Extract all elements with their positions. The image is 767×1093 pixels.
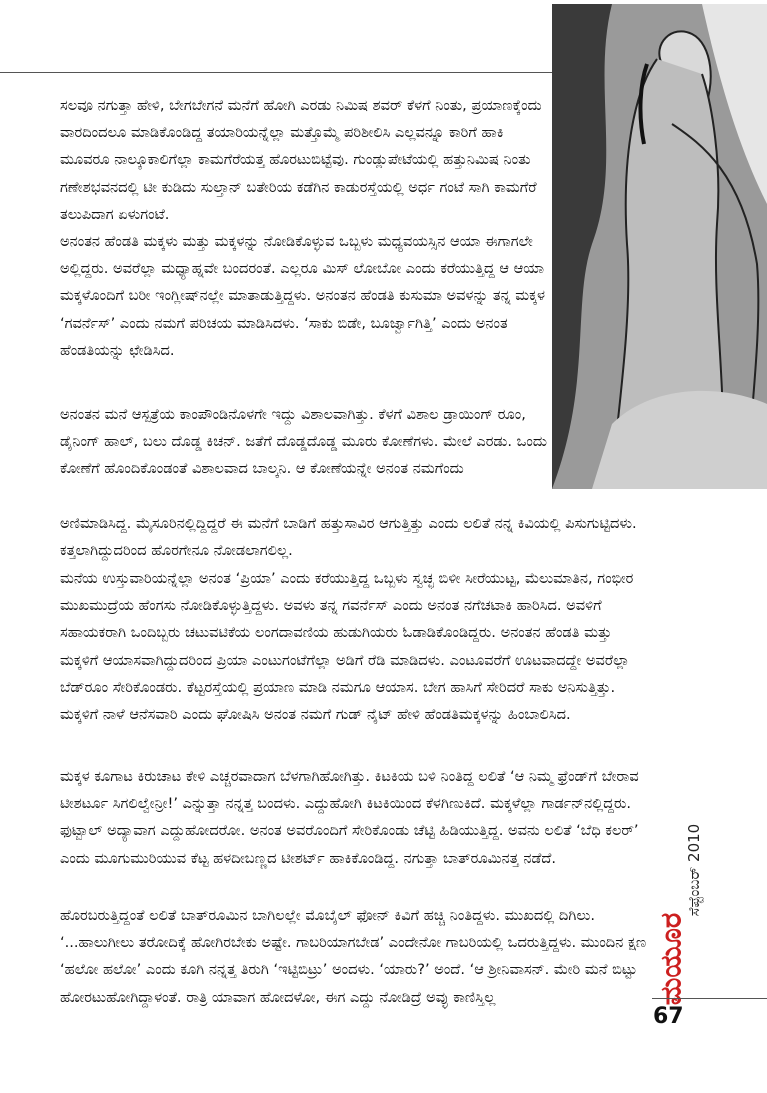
issue-month-text: ಸೆಪ್ಟೆಂಬರ್ 2010 — [685, 823, 703, 917]
paragraph-6: ಹೊರಬರುತ್ತಿದ್ದಂತೆ ಲಲಿತೆ ಬಾತ್‌ರೂಮಿನ ಬಾಗಿಲಲ್ಲೇ ಮೊಬೈಲ್ ಫೋನ್ ಕಿವಿಗೆ ಹಚ್ಚಿ ನಿಂತಿದ್ದಳು. ಮುಖದಲ್ಲಿ ದಿಗಿಲು. ‘...ಹಾಲುಗೀಲು ತರೋದಿಕ್ಕೆ ಹೋಗಿರಬೇಕು ಅಷ್ಟೇ. ಗಾಬರಿಯಾಗಬೇಡ’ ಎಂದೇನೋ ಗಾಬರಿಯಲ್ಲಿ ಒದರುತ್ತಿದ್ದಳು. ಮುಂದಿನ ಕ್ಷಣ ‘ಹಲೋ ಹಲೋ’ ಎಂದು ಕೂಗಿ ನನ್ನತ್ತ ತಿರುಗಿ ‘ಇಟ್ಟಿಬಿಟ್ರು’ ಅಂದಳು. ‘ಯಾರು?’ ಅಂದೆ. ‘ಆ ಶ್ರೀನಿವಾಸನ್. ಮೇರಿ ಮನೆ ಬಿಟ್ಟು ಹೋರಟುಹೋಗಿದ್ದಾಳಂತೆ. ರಾತ್ರಿ ಯಾವಾಗ ಹೋದಳೋ, ಈಗ ಎದ್ದು ನೋಡಿದ್ರೆ ಅವ್ಳು ಕಾಣಿಸ್ತಿಲ್ಲ — [60, 907, 647, 1006]
paragraph-1: ಸಲವೂ ನಗುತ್ತಾ ಹೇಳಿ, ಬೇಗಬೇಗನೆ ಮನೆಗೆ ಹೋಗಿ ಎರಡು ನಿಮಿಷ ಶವರ್ ಕೆಳಗೆ ನಿಂತು, ಪ್ರಯಾಣಕ್ಕೆಂದು ವಾರದಿಂದಲೂ ಮಾಡಿಕೊಂಡಿದ್ದ ತಯಾರಿಯನ್ನೆಲ್ಲಾ ಮತ್ತೊಮ್ಮೆ ಪರಿಶೀಲಿಸಿ ಎಲ್ಲವನ್ನೂ ಕಾರಿಗೆ ಹಾಕಿ ಮೂವರೂ ನಾಲ್ಕೂಕಾಲಿಗೆಲ್ಲಾ ಕಾಮಗೆರೆಯತ್ತ ಹೊರಟುಬಿಟ್ಟೆವು. ಗುಂಡ್ಲುಪೇಟೆಯಲ್ಲಿ ಹತ್ತುನಿಮಿಷ ನಿಂತು ಗಣೇಶಭವನದಲ್ಲಿ ಟೀ ಕುಡಿದು ಸುಲ್ತಾನ್ ಬತೇರಿಯ ಕಡೆಗಿನ ಕಾಡುರಸ್ತೆಯಲ್ಲಿ ಅರ್ಧ ಗಂಟೆ ಸಾಗಿ ಕಾಮಗೆರೆ ತಲುಪಿದಾಗ ಏಳುಗಂಟೆ. — [60, 97, 542, 223]
paragraph-2: ಅನಂತನ ಹೆಂಡತಿ ಮಕ್ಕಳು ಮತ್ತು ಮಕ್ಕಳನ್ನು ನೋಡಿಕೊಳ್ಳುವ ಒಬ್ಬಳು ಮಧ್ಯವಯಸ್ಸಿನ ಆಯಾ ಈಗಾಗಲೇ ಅಲ್ಲಿದ್ದರು. ಅವರೆಲ್ಲಾ ಮಧ್ಯಾಹ್ನವೇ ಬಂದರಂತೆ. ಎಲ್ಲರೂ ಮಿಸ್ ಲೋಬೋ ಎಂದು ಕರೆಯುತ್ತಿದ್ದ ಆ ಆಯಾ ಮಕ್ಕಳೊಂದಿಗೆ ಬರೀ ಇಂಗ್ಲೀಷ್‌ನಲ್ಲೇ ಮಾತಾಡುತ್ತಿದ್ದಳು. ಅನಂತನ ಹೆಂಡತಿ ಕುಸುಮಾ ಅವಳನ್ನು ತನ್ನ ಮಕ್ಕಳ ‘ಗವರ್ನೆಸ್’ ಎಂದು ನಮಗೆ ಪರಿಚಯ ಮಾಡಿಸಿದಳು. ‘ಸಾಕು ಬಿಡೇ, ಬೂರ್ಜ್ವಾಗಿತ್ತಿ’ ಎಂದು ಅನಂತ ಹೆಂಡತಿಯನ್ನು ಛೇಡಿಸಿದ. — [60, 233, 546, 359]
page-number-rule — [652, 998, 767, 999]
paragraph-3-continued: ಅಣಿಮಾಡಿಸಿದ್ದ. ಮೈಸೂರಿನಲ್ಲಿದ್ದಿದ್ದರೆ ಈ ಮನೆಗೆ ಬಾಡಿಗೆ ಹತ್ತುಸಾವಿರ ಆಗುತ್ತಿತ್ತು ಎಂದು ಲಲಿತೆ ನನ್ನ ಕಿವಿಯಲ್ಲಿ ಪಿಸುಗುಟ್ಟಿದಳು. ಕತ್ತಲಾಗಿದ್ದುದರಿಂದ ಹೊರಗೇನೂ ನೋಡಲಾಗಲಿಲ್ಲ. — [60, 515, 637, 560]
paragraph-5: ಮಕ್ಕಳ ಕೂಗಾಟ ಕಿರುಚಾಟ ಕೇಳಿ ಎಚ್ಚರವಾದಾಗ ಬೆಳಗಾಗಿಹೋಗಿತ್ತು. ಕಿಟಕಿಯ ಬಳಿ ನಿಂತಿದ್ದ ಲಲಿತೆ ‘ಆ ನಿಮ್ಮ ಫ್ರೆಂಡ್‌ಗೆ ಬೇರಾವ ಟೀಶರ್ಟೂ ಸಿಗಲಿಲ್ವೇನ್ರೀ!’ ಎನ್ನುತ್ತಾ ನನ್ನತ್ತ ಬಂದಳು. ಎದ್ದುಹೋಗಿ ಕಿಟಕಿಯಿಂದ ಕೆಳಗಿಣುಕಿದೆ. ಮಕ್ಕಳೆಲ್ಲಾ ಗಾರ್ಡನ್‌ನಲ್ಲಿದ್ದರು. ಫುಟ್ಬಾಲ್ ಅದ್ಯಾವಾಗ ಎದ್ದುಹೋದರೋ. ಅನಂತ ಅವರೊಂದಿಗೆ ಸೇರಿಕೊಂಡು ಚೆಟ್ಟಿ ಹಿಡಿಯುತ್ತಿದ್ದ. ಅವನು ಲಲಿತೆ ‘ಬೆಧಿ ಕಲರ್’ ಎಂದು ಮೂಗುಮುರಿಯುವ ಕೆಟ್ಟ ಹಳದೀಬಣ್ಣದ ಟೀಶರ್ಟ್ ಹಾಕಿಕೊಂಡಿದ್ದ. ನಗುತ್ತಾ ಬಾತ್‌ರೂಮಿನತ್ತ ನಡೆದೆ. — [60, 768, 639, 867]
page-number: 67 — [653, 1004, 684, 1029]
masthead-text: ಮಯೂರ — [653, 912, 688, 1006]
paragraph-4: ಮನೆಯ ಉಸ್ತುವಾರಿಯನ್ನೆಲ್ಲಾ ಅನಂತ ‘ಪ್ರಿಯಾ’ ಎಂದು ಕರೆಯುತ್ತಿದ್ದ ಒಬ್ಬಳು ಸ್ವಚ್ಛ ಬಿಳೀ ಸೀರೆಯುಟ್ಟ, ಮೆಲುಮಾತಿನ, ಗಂಭೀರ ಮುಖಮುದ್ರೆಯ ಹೆಂಗಸು ನೋಡಿಕೊಳ್ಳುತ್ತಿದ್ದಳು. ಅವಳು ತನ್ನ ಗವರ್ನೆಸ್ ಎಂದು ಅನಂತ ನಗೆಚಟಾಕಿ ಹಾರಿಸಿದ. ಅವಳಿಗೆ ಸಹಾಯಕರಾಗಿ ಒಂದಿಬ್ಬರು ಚಟುವಟಿಕೆಯ ಲಂಗದಾವಣಿಯ ಹುಡುಗಿಯರು ಓಡಾಡಿಕೊಂಡಿದ್ದರು. ಅನಂತನ ಹೆಂಡತಿ ಮತ್ತು ಮಕ್ಕಳಿಗೆ ಆಯಾಸವಾಗಿದ್ದುದರಿಂದ ಪ್ರಿಯಾ ಎಂಟುಗಂಟೆಗೆಲ್ಲಾ ಅಡಿಗೆ ರೆಡಿ ಮಾಡಿದಳು. ಎಂಟೂವರೆಗೆ ಊಟವಾದದ್ದೇ ಅವರೆಲ್ಲಾ ಬೆಡ್‌ರೂಂ ಸೇರಿಕೊಂಡರು. ಕೆಟ್ಟರಸ್ತೆಯಲ್ಲಿ ಪ್ರಯಾಣ ಮಾಡಿ ನಮಗೂ ಆಯಾಸ. ಬೇಗ ಹಾಸಿಗೆ ಸೇರಿದರೆ ಸಾಕು ಅನಿಸುತ್ತಿತ್ತು. ಮಕ್ಕಳಿಗೆ ನಾಳೆ ಆನೆಸವಾರಿ ಎಂದು ಘೋಷಿಸಿ ಅನಂತ ನಮಗೆ ಗುಡ್ ನೈಟ್ ಹೇಳಿ ಹೆಂಡತಿಮಕ್ಕಳನ್ನು ಹಿಂಬಾಲಿಸಿದ. — [60, 570, 634, 724]
paragraph-3: ಅನಂತನ ಮನೆ ಆಸ್ಪತ್ರೆಯ ಕಾಂಪೌಂಡಿನೊಳಗೇ ಇದ್ದು ವಿಶಾಲವಾಗಿತ್ತು. ಕೆಳಗೆ ವಿಶಾಲ ಡ್ರಾಯಿಂಗ್ ರೂಂ, ಡೈನಿಂಗ್ ಹಾಲ್, ಬಲು ದೊಡ್ಡ ಕಿಚನ್. ಜತೆಗೆ ದೊಡ್ಡದೊಡ್ಡ ಮೂರು ಕೋಣೆಗಳು. ಮೇಲೆ ಎರಡು. ಒಂದು ಕೋಣೆಗೆ ಹೊಂದಿಕೊಂಡಂತೆ ವಿಶಾಲವಾದ ಬಾಲ್ಕನಿ. ಆ ಕೋಣೆಯನ್ನೇ ಅನಂತ ನಮಗೆಂದು — [60, 406, 547, 478]
magazine-masthead — [653, 900, 689, 1018]
woman-sketch-illustration — [552, 4, 767, 489]
top-rule — [0, 72, 552, 73]
